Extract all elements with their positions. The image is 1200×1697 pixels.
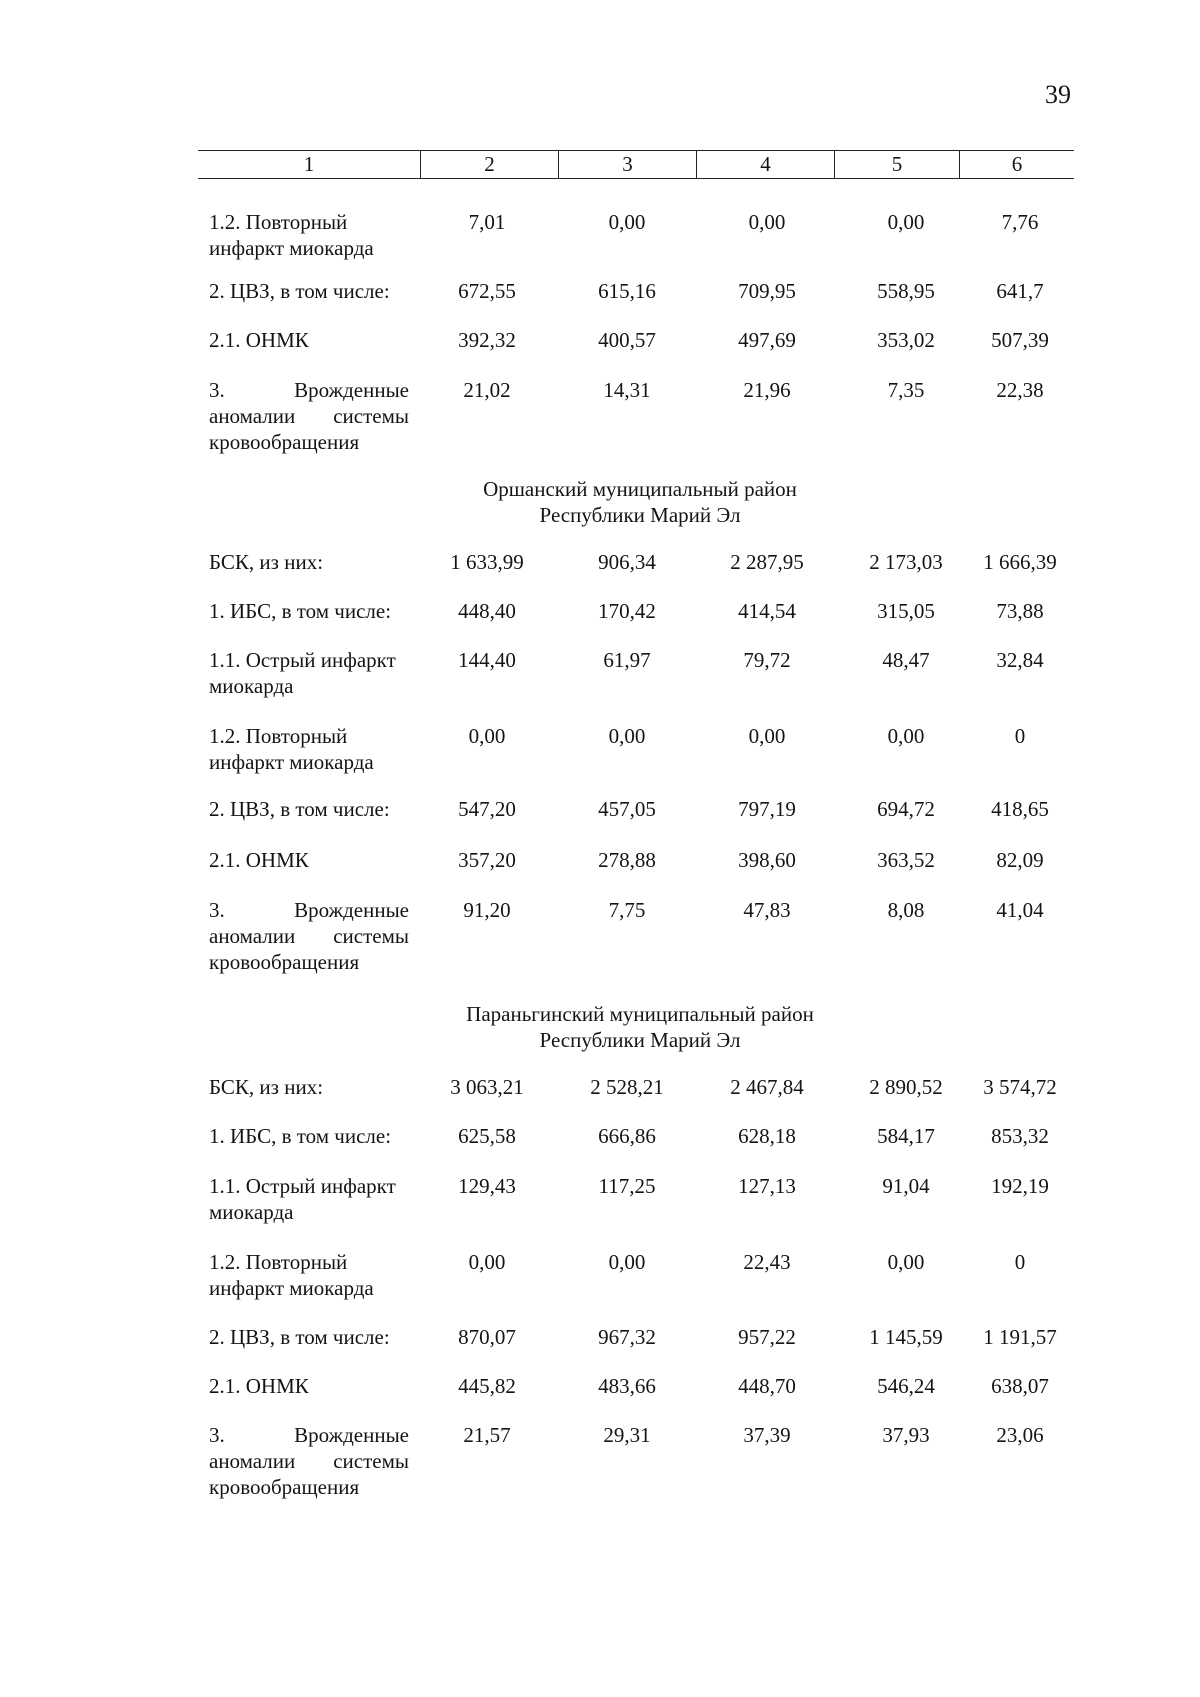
- table-cell: 14,31: [603, 378, 651, 402]
- table-cell: 117,25: [598, 1174, 656, 1198]
- header-cell: 2: [420, 151, 558, 178]
- row-label: 2. ЦВЗ, в том числе:: [209, 279, 390, 303]
- table-cell: 1 666,39: [983, 550, 1057, 574]
- table-cell: 7,75: [608, 898, 646, 922]
- table-cell: 558,95: [877, 279, 935, 303]
- table-cell: 0,00: [608, 1250, 646, 1274]
- table-cell: 448,40: [458, 599, 516, 623]
- table-cell: 853,32: [991, 1124, 1049, 1148]
- header-cell: 5: [834, 151, 959, 178]
- table-cell: 967,32: [598, 1325, 656, 1349]
- table-cell: 363,52: [877, 848, 935, 872]
- row-label: 1.2. Повторный инфаркт миокарда: [209, 724, 374, 774]
- table-cell: 870,07: [458, 1325, 516, 1349]
- header-cell: 6: [959, 151, 1074, 178]
- table-cell: 2 287,95: [730, 550, 804, 574]
- table-cell: 547,20: [458, 797, 516, 821]
- table-cell: 666,86: [598, 1124, 656, 1148]
- table-cell: 353,02: [877, 328, 935, 352]
- row-label: 1. ИБС, в том числе:: [209, 1124, 392, 1148]
- row-label: 2. ЦВЗ, в том числе:: [209, 1325, 390, 1349]
- table-cell: 278,88: [598, 848, 656, 872]
- table-cell: 8,08: [887, 898, 925, 922]
- table-cell: 47,83: [743, 898, 791, 922]
- table-header: [198, 150, 1074, 179]
- table-cell: 23,06: [996, 1423, 1044, 1447]
- table-cell: 0: [1014, 1250, 1026, 1274]
- table-cell: 22,43: [743, 1250, 791, 1274]
- table-cell: 507,39: [991, 328, 1049, 352]
- table-cell: 641,7: [996, 279, 1044, 303]
- row-label: 1.2. Повторный инфаркт миокарда: [209, 210, 374, 260]
- table-cell: 2 890,52: [869, 1075, 943, 1099]
- table-cell: 170,42: [598, 599, 656, 623]
- table-cell: 615,16: [598, 279, 656, 303]
- table-cell: 1 633,99: [450, 550, 524, 574]
- row-label: 3. Врожденные аномалии системы кровообращения: [209, 1423, 409, 1499]
- table-cell: 392,32: [458, 328, 516, 352]
- row-label: 2. ЦВЗ, в том числе:: [209, 797, 390, 821]
- table-cell: 0,00: [748, 724, 786, 748]
- row-label: 2.1. ОНМК: [209, 328, 309, 352]
- table-cell: 448,70: [738, 1374, 796, 1398]
- table-cell: 0,00: [468, 1250, 506, 1274]
- table-cell: 2 528,21: [590, 1075, 664, 1099]
- table-cell: 672,55: [458, 279, 516, 303]
- table-cell: 357,20: [458, 848, 516, 872]
- section-title: Параньгинский муниципальный район Республики Марий Эл: [466, 1002, 814, 1052]
- table-cell: 906,34: [598, 550, 656, 574]
- table-cell: 584,17: [877, 1124, 935, 1148]
- table-cell: 48,47: [882, 648, 930, 672]
- table-cell: 0,00: [608, 210, 646, 234]
- table-cell: 22,38: [996, 378, 1044, 402]
- row-label: 3. Врожденные аномалии системы кровообращения: [209, 378, 409, 454]
- row-label: 1.1. Острый инфаркт миокарда: [209, 648, 396, 698]
- table-cell: 79,72: [743, 648, 791, 672]
- table-cell: 483,66: [598, 1374, 656, 1398]
- table-cell: 398,60: [738, 848, 796, 872]
- section-title: Оршанский муниципальный район Республики Марий Эл: [483, 477, 797, 527]
- table-cell: 957,22: [738, 1325, 796, 1349]
- table-cell: 2 173,03: [869, 550, 943, 574]
- table-cell: 497,69: [738, 328, 796, 352]
- table-cell: 694,72: [877, 797, 935, 821]
- table-cell: 21,96: [743, 378, 791, 402]
- table-cell: 32,84: [996, 648, 1044, 672]
- table-cell: 0,00: [608, 724, 646, 748]
- row-label: 1. ИБС, в том числе:: [209, 599, 392, 623]
- table-cell: 0,00: [748, 210, 786, 234]
- table-cell: 21,02: [463, 378, 511, 402]
- row-label: 1.1. Острый инфаркт миокарда: [209, 1174, 396, 1224]
- table-cell: 3 574,72: [983, 1075, 1057, 1099]
- table-cell: 1 191,57: [983, 1325, 1057, 1349]
- table-cell: 400,57: [598, 328, 656, 352]
- table-cell: 91,20: [463, 898, 511, 922]
- table-cell: 144,40: [458, 648, 516, 672]
- table-cell: 457,05: [598, 797, 656, 821]
- table-cell: 445,82: [458, 1374, 516, 1398]
- row-label: 2.1. ОНМК: [209, 848, 309, 872]
- table-cell: 129,43: [458, 1174, 516, 1198]
- header-cell: 4: [696, 151, 834, 178]
- table-cell: 414,54: [738, 599, 796, 623]
- table-cell: 2 467,84: [730, 1075, 804, 1099]
- table-cell: 61,97: [603, 648, 651, 672]
- table-cell: 82,09: [996, 848, 1044, 872]
- table-cell: 418,65: [991, 797, 1049, 821]
- row-label: БСК, из них:: [209, 550, 324, 574]
- table-cell: 628,18: [738, 1124, 796, 1148]
- table-cell: 1 145,59: [869, 1325, 943, 1349]
- table-cell: 29,31: [603, 1423, 651, 1447]
- table-cell: 127,13: [738, 1174, 796, 1198]
- table-cell: 0,00: [887, 724, 925, 748]
- table-cell: 0,00: [468, 724, 506, 748]
- row-label: 1.2. Повторный инфаркт миокарда: [209, 1250, 374, 1300]
- table-cell: 797,19: [738, 797, 796, 821]
- table-cell: 0: [1014, 724, 1026, 748]
- table-cell: 37,39: [743, 1423, 791, 1447]
- table-cell: 0,00: [887, 210, 925, 234]
- table-cell: 73,88: [996, 599, 1044, 623]
- row-label: 3. Врожденные аномалии системы кровообращения: [209, 898, 409, 974]
- table-cell: 638,07: [991, 1374, 1049, 1398]
- table-cell: 192,19: [991, 1174, 1049, 1198]
- table-cell: 37,93: [882, 1423, 930, 1447]
- table-cell: 21,57: [463, 1423, 511, 1447]
- table-cell: 0,00: [887, 1250, 925, 1274]
- table-cell: 91,04: [882, 1174, 930, 1198]
- page-number: 39: [1045, 80, 1071, 109]
- table-cell: 41,04: [996, 898, 1044, 922]
- row-label: 2.1. ОНМК: [209, 1374, 309, 1398]
- table-cell: 625,58: [458, 1124, 516, 1148]
- table-cell: 315,05: [877, 599, 935, 623]
- table-cell: 7,76: [1001, 210, 1039, 234]
- header-cell: 1: [303, 152, 315, 176]
- table-cell: 7,35: [887, 378, 925, 402]
- table-cell: 546,24: [877, 1374, 935, 1398]
- header-cell: 3: [558, 151, 696, 178]
- table-cell: 3 063,21: [450, 1075, 524, 1099]
- row-label: БСК, из них:: [209, 1075, 324, 1099]
- table-cell: 7,01: [468, 210, 506, 234]
- table-cell: 709,95: [738, 279, 796, 303]
